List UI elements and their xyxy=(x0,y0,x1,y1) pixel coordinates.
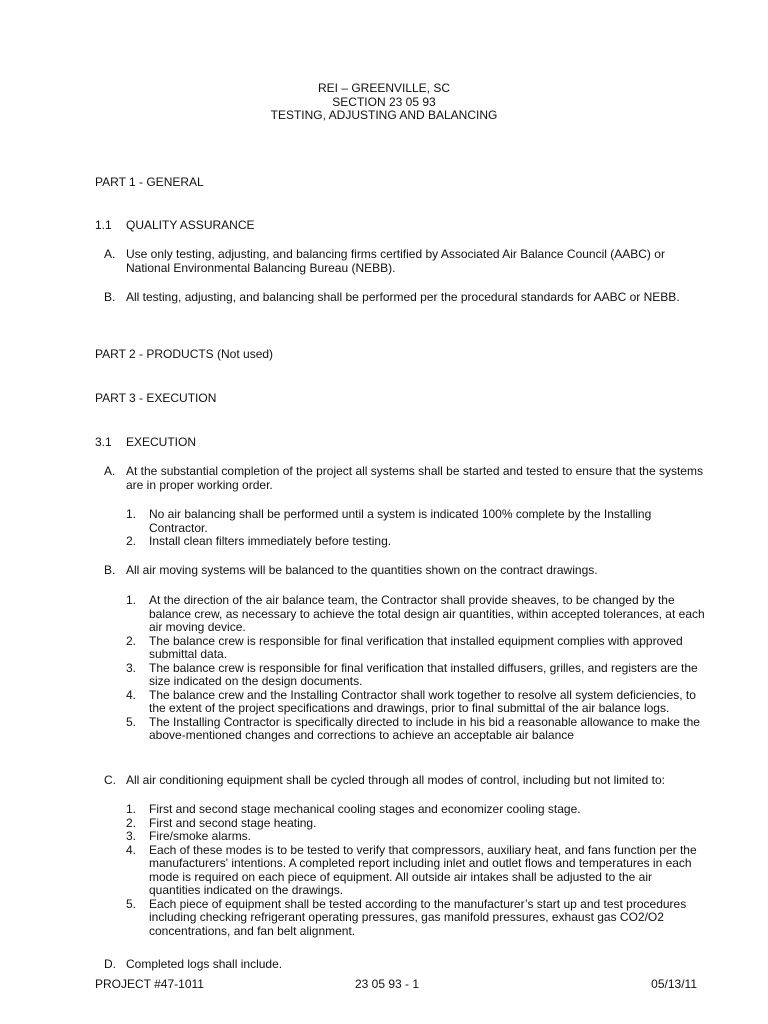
list-item xyxy=(126,844,706,898)
paragraph-text: All air conditioning equipment shall be cycled through all modes of control, including but not limited to: xyxy=(126,773,665,787)
part-3-heading: PART 3 - EXECUTION xyxy=(95,391,217,405)
section-title: QUALITY ASSURANCE xyxy=(126,218,255,232)
part-1-heading: PART 1 - GENERAL xyxy=(95,175,204,189)
part-2-heading: PART 2 - PRODUCTS (Not used) xyxy=(95,347,274,361)
paragraph-letter: A. xyxy=(104,464,116,478)
list-item-text: Fire/smoke alarms. xyxy=(149,829,252,843)
paragraph-text: All testing, adjusting, and balancing shall be performed per the procedural standards for AABC or NEBB. xyxy=(126,290,680,304)
list-item-text: No air balancing shall be performed until a system is indicated 100% complete by the Installing Contractor. xyxy=(149,507,652,535)
paragraph-letter: C. xyxy=(104,773,116,787)
list-item-text: The balance crew is responsible for final verification that installed diffusers, grilles, and registers are the size indicated on the design documents. xyxy=(149,660,698,688)
header-section-title: TESTING, ADJUSTING AND BALANCING xyxy=(270,108,498,122)
list-item xyxy=(126,594,706,635)
paragraph-text: Completed logs shall include. xyxy=(126,957,283,971)
list-item-number: 1. xyxy=(126,802,137,816)
paragraph-3-1-d xyxy=(104,958,704,972)
document-header xyxy=(0,82,768,123)
list-item-number: 4. xyxy=(126,687,137,702)
list-item-text: Each of these modes is to be tested to verify that compressors, auxiliary heat, and fans function per the manufacturers' intentions. A completed report including inlet and outlet flows and temperatures in each mode is required on each piece of equipment. All outside air intakes shall be adjusted to the air quantities indicated on the drawings. xyxy=(149,842,697,897)
list-3-1-b xyxy=(126,594,706,743)
list-item xyxy=(126,635,706,662)
paragraph-text: At the substantial completion of the project all systems shall be started and tested to ensure that the systems are in proper working order. xyxy=(126,464,703,492)
paragraph-3-1-b xyxy=(104,564,704,578)
paragraph-letter: B. xyxy=(104,563,116,577)
list-item xyxy=(126,662,706,689)
list-item xyxy=(126,817,706,831)
list-item-text: The balance crew and the Installing Contractor shall work together to resolve all system deficiencies, to the extent of the project specifications and drawings, prior to final submittal of the air balance logs. xyxy=(149,687,696,715)
list-item-number: 5. xyxy=(126,714,137,729)
list-item xyxy=(126,898,706,939)
list-item-text: The balance crew is responsible for final verification that installed equipment complies with approved submittal data. xyxy=(149,633,683,661)
list-item-number: 1. xyxy=(126,507,137,521)
footer-project-number: PROJECT #47-1011 xyxy=(95,977,204,991)
paragraph-letter: B. xyxy=(104,290,116,304)
paragraph-text: All air moving systems will be balanced to the quantities shown on the contract drawings. xyxy=(126,563,598,577)
section-1-1-heading xyxy=(95,219,254,233)
list-item-text: At the direction of the air balance team, the Contractor shall provide sheaves, to be changed by the balance crew, as necessary to achieve the total design air quantities, within accepted tolerances, at each air moving device. xyxy=(149,593,705,634)
paragraph-3-1-a xyxy=(104,465,704,492)
header-section-number: SECTION 23 05 93 xyxy=(332,94,436,109)
list-item xyxy=(126,830,706,844)
footer-page-number: 23 05 93 - 1 xyxy=(355,977,420,991)
list-item-number: 1. xyxy=(126,593,137,607)
section-number: 3.1 xyxy=(95,435,112,449)
section-title: EXECUTION xyxy=(126,435,197,449)
list-item-text: Install clean filters immediately before testing. xyxy=(149,534,392,548)
list-item xyxy=(126,689,706,716)
list-item xyxy=(126,803,706,817)
footer-date: 05/13/11 xyxy=(651,977,697,991)
list-item-number: 4. xyxy=(126,842,137,857)
list-item xyxy=(126,716,706,743)
list-item-number: 2. xyxy=(126,534,137,548)
paragraph-1-1-b xyxy=(104,291,704,305)
list-3-1-a xyxy=(126,508,706,549)
paragraph-1-1-a xyxy=(104,248,704,275)
list-item-number: 3. xyxy=(126,660,137,675)
header-client: REI – GREENVILLE, SC xyxy=(317,81,451,95)
list-item-text: Each piece of equipment shall be tested according to the manufacturer’s start up and test procedures including checking refrigerant operating pressures, gas manifold pressures, exhaust gas CO2/O2 concentrations, and fan belt alignment. xyxy=(149,896,687,938)
paragraph-text: Use only testing, adjusting, and balancing firms certified by Associated Air Balance Council (AABC) or National Environmental Balancing Bureau (NEBB). xyxy=(126,247,665,275)
list-item-number: 2. xyxy=(126,633,137,648)
section-3-1-heading xyxy=(95,436,196,450)
list-item xyxy=(126,508,706,535)
list-item xyxy=(126,535,706,549)
paragraph-3-1-c xyxy=(104,774,704,788)
list-item-number: 3. xyxy=(126,829,137,843)
list-item-text: The Installing Contractor is specifically directed to include in his bid a reasonable allowance to make the above-mentioned changes and corrections to achieve an acceptable air balance xyxy=(149,714,700,742)
page-footer xyxy=(95,978,697,992)
paragraph-letter: D. xyxy=(104,957,116,971)
list-item-text: First and second stage heating. xyxy=(149,815,317,830)
section-number: 1.1 xyxy=(95,218,112,232)
list-item-text: First and second stage mechanical cooling stages and economizer cooling stage. xyxy=(149,802,581,816)
list-item-number: 2. xyxy=(126,815,137,830)
list-item-number: 5. xyxy=(126,896,137,911)
paragraph-letter: A. xyxy=(104,247,116,261)
list-3-1-c xyxy=(126,803,706,938)
